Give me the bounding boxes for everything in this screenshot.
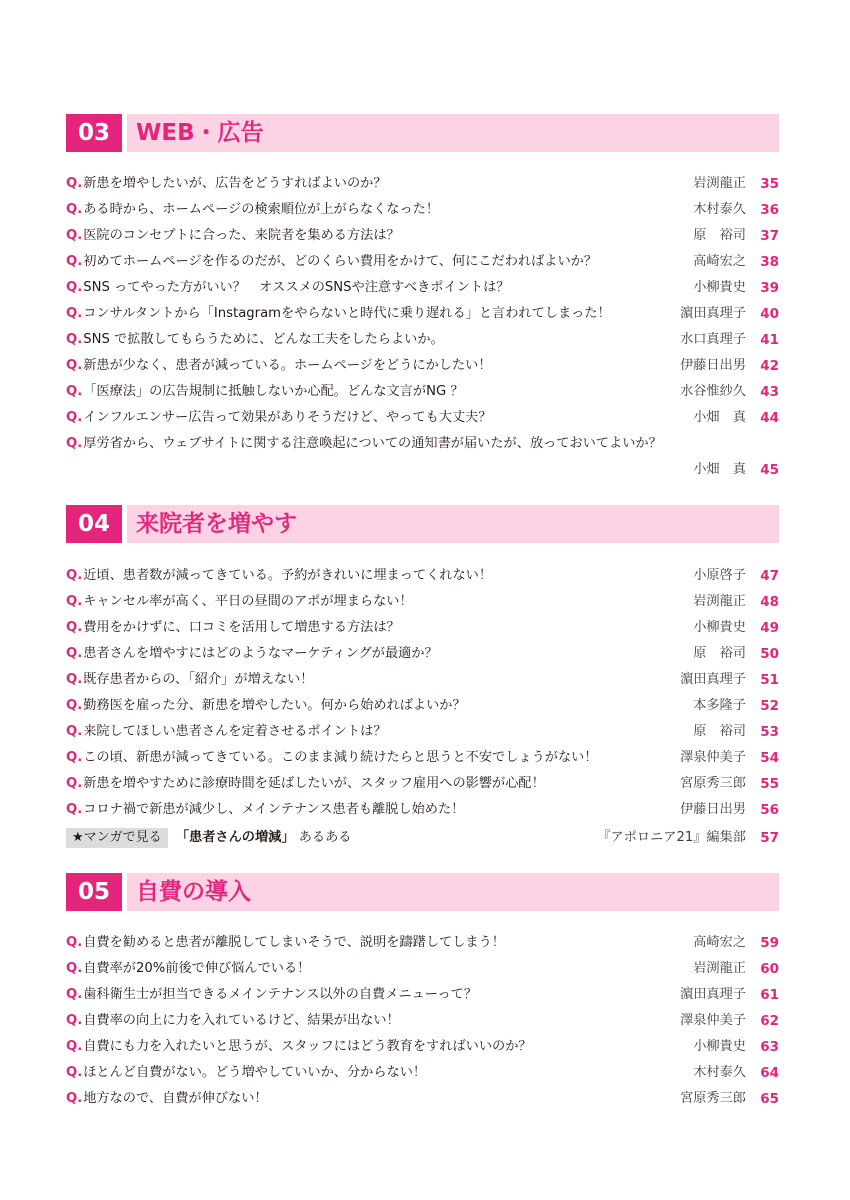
toc-entry[interactable] xyxy=(66,379,779,405)
author-name: 高崎宏之 xyxy=(693,935,746,950)
question-text: 新患を増やしたいが、広告をどうすればよいのか？ xyxy=(83,176,387,191)
author-name: 木村泰久 xyxy=(693,1065,746,1080)
question-text: 近頃、患者数が減ってきている。予約がきれいに埋まってくれない！ xyxy=(83,568,493,583)
toc-entry[interactable] xyxy=(66,982,779,1008)
author-name: 木村泰久 xyxy=(693,202,746,217)
toc-entry[interactable] xyxy=(66,930,779,956)
author-name: 澤泉仲美子 xyxy=(680,750,746,765)
author-name: 伊藤日出男 xyxy=(680,802,746,817)
section-title: WEB・広告 xyxy=(136,120,264,146)
question-marker: Q. xyxy=(66,228,83,243)
question-text: コンサルタントから「Instagramをやらないと時代に乗り遅れる」と言われてしまった！ xyxy=(83,306,611,321)
page-number: 54 xyxy=(760,750,779,766)
section-header xyxy=(66,505,779,543)
toc-entry[interactable] xyxy=(66,693,779,719)
toc-entry[interactable] xyxy=(66,615,779,641)
question-marker: Q. xyxy=(66,620,83,635)
author-name: 原 裕司 xyxy=(693,724,746,739)
question-text: 勤務医を雇った分、新患を増やしたい。何から始めればよいか？ xyxy=(83,698,466,713)
page-number: 38 xyxy=(760,254,779,270)
toc-entry[interactable] xyxy=(66,405,779,431)
section-05 xyxy=(66,873,779,1107)
section-04 xyxy=(66,505,779,846)
section-number: 05 xyxy=(66,873,122,911)
toc-entry[interactable] xyxy=(66,719,779,745)
toc-entry[interactable] xyxy=(66,353,779,379)
question-text: 新患が少なく、患者が減っている。ホームページをどうにかしたい！ xyxy=(83,358,492,373)
author-name: 岩渕龍正 xyxy=(693,594,746,609)
question-marker: Q. xyxy=(66,698,83,713)
toc-entry[interactable] xyxy=(66,249,779,275)
page-number: 60 xyxy=(760,961,779,977)
toc-entry[interactable] xyxy=(66,1034,779,1060)
page-number: 47 xyxy=(760,568,779,584)
page-number: 59 xyxy=(760,935,779,951)
question-text: 歯科衛生士が担当できるメインテナンス以外の自費メニューって？ xyxy=(83,987,478,1002)
page-number: 44 xyxy=(760,410,779,426)
author-name: 濵田真理子 xyxy=(680,987,746,1002)
toc-entry[interactable] xyxy=(66,275,779,301)
toc-entry[interactable] xyxy=(66,563,779,589)
toc-entry[interactable] xyxy=(66,301,779,327)
author-name: 伊藤日出男 xyxy=(680,358,746,373)
question-marker: Q. xyxy=(66,306,83,321)
question-text: コロナ禍で新患が減少し、メインテナンス患者も離脱し始めた！ xyxy=(83,802,465,817)
section-number: 03 xyxy=(66,114,122,152)
author-name: 小原啓子 xyxy=(693,568,746,583)
page-number: 56 xyxy=(760,802,779,818)
page-number: 55 xyxy=(760,776,779,792)
section-03 xyxy=(66,114,779,478)
author-name: 本多隆子 xyxy=(693,698,746,713)
author-name: 宮原秀三郎 xyxy=(680,1091,746,1106)
author-name: 岩渕龍正 xyxy=(693,961,746,976)
toc-entry[interactable] xyxy=(66,1008,779,1034)
section-title: 来院者を増やす xyxy=(136,511,297,537)
toc-entry[interactable] xyxy=(66,1060,779,1086)
question-marker: Q. xyxy=(66,961,83,976)
question-marker: Q. xyxy=(66,935,83,950)
manga-page-number: 57 xyxy=(760,830,779,846)
author-name: 小柳貴史 xyxy=(693,1039,746,1054)
question-text: SNS ってやった方がいい？ オススメのSNSや注意すべきポイントは？ xyxy=(83,280,510,295)
question-text: 自費率が20%前後で伸び悩んでいる！ xyxy=(83,961,311,976)
page-number: 49 xyxy=(760,620,779,636)
page-number: 37 xyxy=(760,228,779,244)
question-marker: Q. xyxy=(66,568,83,583)
page-number: 65 xyxy=(760,1091,779,1107)
question-marker: Q. xyxy=(66,384,83,399)
question-marker: Q. xyxy=(66,750,83,765)
author-name: 澤泉仲美子 xyxy=(680,1013,746,1028)
question-text: 地方なので、自費が伸びない！ xyxy=(83,1091,268,1106)
question-text: 患者さんを増やすにはどのようなマーケティングが最適か？ xyxy=(83,646,438,661)
page-number: 40 xyxy=(760,306,779,322)
toc-entry[interactable] xyxy=(66,171,779,197)
toc-entry[interactable] xyxy=(66,667,779,693)
page-number: 51 xyxy=(760,672,779,688)
manga-title: 「患者さんの増減」 xyxy=(175,830,295,845)
question-text: ほとんど自費がない。どう増やしていいか、分からない！ xyxy=(83,1065,427,1080)
question-marker: Q. xyxy=(66,254,83,269)
question-marker: Q. xyxy=(66,1091,83,1106)
author-name: 濵田真理子 xyxy=(680,306,746,321)
question-text: 医院のコンセプトに合った、来院者を集める方法は？ xyxy=(83,228,400,243)
page-number: 61 xyxy=(760,987,779,1003)
toc-entry[interactable] xyxy=(66,223,779,249)
question-text: 自費率の向上に力を入れているけど、結果が出ない！ xyxy=(83,1013,400,1028)
question-marker: Q. xyxy=(66,176,83,191)
author-name: 高崎宏之 xyxy=(693,254,746,269)
author-name: 水谷惟紗久 xyxy=(680,384,746,399)
page-number: 35 xyxy=(760,176,779,192)
page-number: 43 xyxy=(760,384,779,400)
entry-list xyxy=(66,930,779,1112)
question-text: 厚労省から、ウェブサイトに関する注意喚起についての通知書が届いたが、放っておいてよいか？ xyxy=(83,436,662,451)
toc-entry[interactable] xyxy=(66,197,779,223)
manga-author: 『アポロニア21』編集部 xyxy=(597,830,746,845)
page-number: 36 xyxy=(760,202,779,218)
author-name: 原 裕司 xyxy=(693,646,746,661)
page-number: 41 xyxy=(760,332,779,348)
page-number: 64 xyxy=(760,1065,779,1081)
section-header xyxy=(66,873,779,911)
question-marker: Q. xyxy=(66,410,83,425)
toc-entry[interactable] xyxy=(66,745,779,771)
page-number: 45 xyxy=(760,462,779,478)
author-name: 水口真理子 xyxy=(680,332,746,347)
toc-entry[interactable] xyxy=(66,589,779,615)
question-marker: Q. xyxy=(66,332,83,347)
question-marker: Q. xyxy=(66,594,83,609)
question-text: 既存患者からの、「紹介」が増えない！ xyxy=(83,672,314,687)
question-marker: Q. xyxy=(66,802,83,817)
toc-entry[interactable] xyxy=(66,797,779,823)
question-text: キャンセル率が高く、平日の昼間のアポが埋まらない！ xyxy=(83,594,413,609)
page-number: 63 xyxy=(760,1039,779,1055)
manga-tag: ★マンガで見る xyxy=(66,828,168,848)
question-marker: Q. xyxy=(66,1039,83,1054)
toc-entry[interactable] xyxy=(66,431,779,483)
question-text: 自費にも力を入れたいと思うが、スタッフにはどう教育をすればいいのか？ xyxy=(83,1039,532,1054)
question-text: この頃、新患が減ってきている。このまま減り続けたらと思うと不安でしょうがない！ xyxy=(83,750,598,765)
question-marker: Q. xyxy=(66,776,83,791)
section-title: 自費の導入 xyxy=(136,879,251,905)
page-number: 52 xyxy=(760,698,779,714)
question-marker: Q. xyxy=(66,280,83,295)
question-marker: Q. xyxy=(66,1065,83,1080)
entry-list xyxy=(66,563,779,823)
question-marker: Q. xyxy=(66,1013,83,1028)
page-number: 42 xyxy=(760,358,779,374)
question-text: 初めてホームページを作るのだが、どのくらい費用をかけて、何にこだわればよいか？ xyxy=(83,254,598,269)
page-number: 62 xyxy=(760,1013,779,1029)
author-name: 岩渕龍正 xyxy=(693,176,746,191)
question-marker: Q. xyxy=(66,436,83,451)
page-number: 50 xyxy=(760,646,779,662)
toc-entry[interactable] xyxy=(66,771,779,797)
question-text: 費用をかけずに、口コミを活用して増患する方法は？ xyxy=(83,620,400,635)
author-name: 小畑 真 xyxy=(693,410,746,425)
manga-row[interactable] xyxy=(66,825,779,851)
author-name: 濵田真理子 xyxy=(680,672,746,687)
author-name: 原 裕司 xyxy=(693,228,746,243)
author-name: 小柳貴史 xyxy=(693,620,746,635)
question-text: ある時から、ホームページの検索順位が上がらなくなった！ xyxy=(83,202,440,217)
question-marker: Q. xyxy=(66,724,83,739)
manga-suffix: あるある xyxy=(298,830,352,845)
toc-entry[interactable] xyxy=(66,1086,779,1112)
question-text: SNS で拡散してもらうために、どんな工夫をしたらよいか。 xyxy=(83,332,444,347)
toc-entry[interactable] xyxy=(66,956,779,982)
question-marker: Q. xyxy=(66,987,83,1002)
question-text: 自費を勧めると患者が離脱してしまいそうで、説明を躊躇してしまう！ xyxy=(83,935,505,950)
question-text: 新患を増やすために診療時間を延ばしたいが、スタッフ雇用への影響が心配！ xyxy=(83,776,545,791)
page-number: 53 xyxy=(760,724,779,740)
question-marker: Q. xyxy=(66,202,83,217)
question-text: インフルエンサー広告って効果がありそうだけど、やっても大丈夫？ xyxy=(83,410,492,425)
question-marker: Q. xyxy=(66,646,83,661)
toc-entry[interactable] xyxy=(66,327,779,353)
section-header xyxy=(66,114,779,152)
question-text: 来院してほしい患者さんを定着させるポイントは？ xyxy=(83,724,387,739)
page-number: 39 xyxy=(760,280,779,296)
question-marker: Q. xyxy=(66,672,83,687)
author-name: 小畑 真 xyxy=(693,462,746,477)
question-marker: Q. xyxy=(66,358,83,373)
toc-entry[interactable] xyxy=(66,641,779,667)
question-text: 「医療法」の広告規制に抵触しないか心配。どんな文言がNG ？ xyxy=(83,384,464,399)
page-number: 48 xyxy=(760,594,779,610)
section-number: 04 xyxy=(66,505,122,543)
author-name: 宮原秀三郎 xyxy=(680,776,746,791)
author-name: 小柳貴史 xyxy=(693,280,746,295)
entry-list xyxy=(66,171,779,483)
